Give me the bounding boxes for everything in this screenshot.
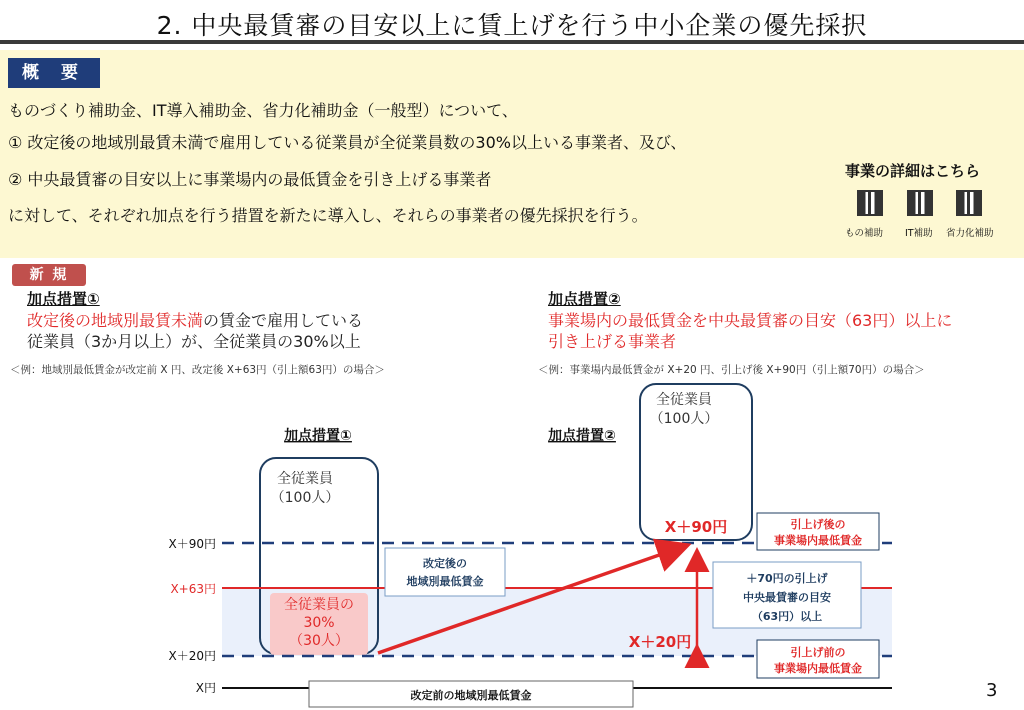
new-badge: 新 規 [12,264,86,286]
raise-line1: ＋70円の引上げ [746,572,828,585]
pre-revision-label: 改定前の地域別最低賃金 [410,689,532,702]
value-x90: X＋90円 [664,518,728,536]
m2-employees-line2: （100人） [649,411,719,427]
y-label-x90: X＋90円 [168,537,216,551]
raise-line2: 中央最賃審の目安 [743,591,831,604]
qr-label-shoryoku: 省力化補助 [946,228,994,239]
diagram-label-m2: 加点措置② [548,428,616,444]
measure2-text-line2: 引き上げる事業者 [548,332,677,351]
measure1-note: ＜例：地域別最低賃金が改定前 X 円、改定後 X+63円（引上額63円）の場合＞ [10,364,385,376]
measure2-text-line1: 事業場内の最低賃金を中央最賃審の目安（63円）以上に [548,311,953,330]
measure2-note: ＜例：事業場内最低賃金が X+20 円、引上げ後 X+90円（引上額70円）の場合＞ [538,364,925,376]
measure2-title: 加点措置② [548,290,621,308]
diagram-label-m1: 加点措置① [284,428,352,444]
revised-wage-box [385,548,505,596]
y-label-x20: X＋20円 [168,649,216,663]
qr-label-it: IT補助 [905,228,933,239]
pct-line3: （30人） [289,633,349,649]
qr-label-mono: もの補助 [845,228,884,239]
raise-line3: （63円）以上 [751,610,823,623]
y-label-x0: X円 [195,681,216,695]
overview-line-3: ② 中央最賃審の目安以上に事業場内の最低賃金を引き上げる事業者 [8,170,492,189]
overview-line-4: に対して、それぞれ加点を行う措置を新たに導入し、それらの事業者の優先採択を行う。 [8,206,648,225]
m1-employees-line1: 全従業員 [277,471,333,487]
pct-line2: 30% [303,615,335,631]
measure1-text-line2: 従業員（3か月以上）が、全従業員の30%以上 [27,332,361,351]
measure1-title: 加点措置① [27,290,100,308]
m1-employees-line2: （100人） [270,490,340,506]
measure1-text-red: 改定後の地域別最賃未満 [27,311,204,330]
overview-line-1: ものづくり補助金、IT導入補助金、省力化補助金（一般型）について、 [8,101,518,120]
overview-tag: 概 要 [8,58,100,88]
m2-employees-line1: 全従業員 [656,392,712,408]
pct-line1: 全従業員の [284,597,354,613]
before-line2: 事業場内最低賃金 [774,662,862,675]
details-heading: 事業の詳細はこちら [845,162,981,180]
after-line1: 引上げ後の [790,518,846,531]
revised-line1: 改定後の [423,557,467,570]
before-line1: 引上げ前の [790,646,846,659]
overview-line-2: ① 改定後の地域別最賃未満で雇用している従業員が全従業員数の30%以上いる事業者、及び、 [8,133,687,152]
value-x20: X＋20円 [628,633,692,651]
measure1-text-after: の賃金で雇用している [203,311,364,330]
y-label-x63: X+63円 [170,582,216,596]
after-line2: 事業場内最低賃金 [774,534,862,547]
page-title: 2. 中央最賃審の目安以上に賃上げを行う中小企業の優先採択 [156,11,868,40]
revised-line2: 地域別最低賃金 [406,575,484,588]
page-number: 3 [986,680,998,701]
